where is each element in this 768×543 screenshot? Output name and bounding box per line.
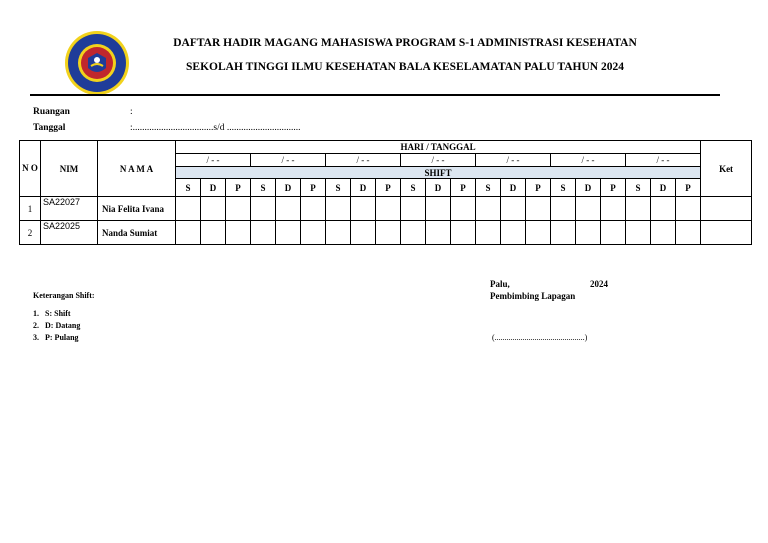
date-cell: / - - <box>476 154 551 167</box>
shift-code: D <box>351 179 376 197</box>
document-title-line2: SEKOLAH TINGGI ILMU KESEHATAN BALA KESELAMATAN PALU TAHUN 2024 <box>186 61 624 73</box>
note-number: 3. <box>33 333 39 342</box>
attendance-cell[interactable] <box>476 197 501 221</box>
signature-role: Pembimbing Lapagan <box>490 291 576 301</box>
attendance-cell[interactable] <box>551 221 576 245</box>
attendance-cell[interactable] <box>426 197 451 221</box>
shift-code: D <box>276 179 301 197</box>
attendance-cell[interactable] <box>626 197 651 221</box>
document-title-line1: DAFTAR HADIR MAGANG MAHASISWA PROGRAM S-1 ADMINISTRASI KESEHATAN <box>173 37 637 49</box>
attendance-cell[interactable] <box>651 221 676 245</box>
shift-code: P <box>376 179 401 197</box>
shift-code: D <box>426 179 451 197</box>
shift-code: P <box>676 179 701 197</box>
attendance-cell[interactable] <box>276 197 301 221</box>
shift-code: D <box>201 179 226 197</box>
attendance-cell[interactable] <box>251 197 276 221</box>
attendance-cell[interactable] <box>176 221 201 245</box>
date-cell: / - - <box>326 154 401 167</box>
attendance-cell[interactable] <box>651 197 676 221</box>
ruangan-label: Ruangan <box>33 107 70 117</box>
col-ket-header: Ket <box>701 141 752 197</box>
tanggal-value: :..................................s/d ............................... <box>130 123 301 133</box>
attendance-cell[interactable] <box>476 221 501 245</box>
col-no-header: N O <box>20 141 41 197</box>
attendance-cell[interactable] <box>676 221 701 245</box>
table-row <box>20 221 752 245</box>
shift-code: D <box>651 179 676 197</box>
attendance-cell[interactable] <box>226 197 251 221</box>
attendance-cell[interactable] <box>176 197 201 221</box>
attendance-cell[interactable] <box>376 197 401 221</box>
signature-place: Palu, <box>490 279 510 289</box>
attendance-cell[interactable] <box>301 197 326 221</box>
col-nama-header: N A M A <box>98 141 176 197</box>
attendance-cell[interactable] <box>676 197 701 221</box>
shift-code: P <box>226 179 251 197</box>
hari-tanggal-header: HARI / TANGGAL <box>176 141 701 154</box>
shift-code: S <box>551 179 576 197</box>
attendance-cell[interactable] <box>551 197 576 221</box>
shift-code: P <box>526 179 551 197</box>
note-text: D: Datang <box>45 321 81 330</box>
list-item <box>33 308 80 320</box>
date-cell: / - - <box>176 154 251 167</box>
table-row <box>20 197 752 221</box>
school-logo <box>64 30 130 96</box>
shift-code: S <box>476 179 501 197</box>
list-item <box>33 332 80 344</box>
shift-code: S <box>251 179 276 197</box>
row-nim: SA22025 <box>41 221 98 245</box>
attendance-cell[interactable] <box>601 221 626 245</box>
note-number: 1. <box>33 309 39 318</box>
note-text: S: Shift <box>45 309 71 318</box>
attendance-cell[interactable] <box>451 221 476 245</box>
shift-code: S <box>176 179 201 197</box>
attendance-cell[interactable] <box>451 197 476 221</box>
list-item <box>33 320 80 332</box>
attendance-cell[interactable] <box>326 221 351 245</box>
attendance-cell[interactable] <box>501 197 526 221</box>
row-nim: SA22027 <box>41 197 98 221</box>
attendance-table <box>19 140 752 245</box>
attendance-cell[interactable] <box>351 197 376 221</box>
row-no: 1 <box>20 197 41 221</box>
attendance-cell[interactable] <box>201 197 226 221</box>
attendance-cell[interactable] <box>301 221 326 245</box>
attendance-cell[interactable] <box>601 197 626 221</box>
date-cell: / - - <box>251 154 326 167</box>
shift-code: P <box>601 179 626 197</box>
ket-cell[interactable] <box>701 221 752 245</box>
date-cell: / - - <box>401 154 476 167</box>
ket-cell[interactable] <box>701 197 752 221</box>
date-cell: / - - <box>626 154 701 167</box>
attendance-cell[interactable] <box>251 221 276 245</box>
note-number: 2. <box>33 321 39 330</box>
signature-blank: (.............................................) <box>492 333 588 342</box>
shift-header: SHIFT <box>176 167 701 179</box>
attendance-cell[interactable] <box>576 221 601 245</box>
attendance-cell[interactable] <box>226 221 251 245</box>
row-nama: Nia Felita Ivana <box>98 197 176 221</box>
shift-code: D <box>576 179 601 197</box>
attendance-cell[interactable] <box>526 197 551 221</box>
attendance-cell[interactable] <box>526 221 551 245</box>
shift-code: S <box>401 179 426 197</box>
shift-code: S <box>326 179 351 197</box>
attendance-cell[interactable] <box>276 221 301 245</box>
signature-year: 2024 <box>590 279 608 289</box>
shift-code: P <box>451 179 476 197</box>
attendance-cell[interactable] <box>626 221 651 245</box>
header-divider <box>30 94 720 96</box>
date-cell: / - - <box>551 154 626 167</box>
attendance-cell[interactable] <box>401 221 426 245</box>
attendance-cell[interactable] <box>376 221 401 245</box>
row-no: 2 <box>20 221 41 245</box>
note-text: P: Pulang <box>45 333 79 342</box>
attendance-cell[interactable] <box>351 221 376 245</box>
attendance-cell[interactable] <box>201 221 226 245</box>
col-nim-header: NIM <box>41 141 98 197</box>
shift-code: S <box>626 179 651 197</box>
ruangan-value: : <box>130 107 133 117</box>
notes-title: Keterangan Shift: <box>33 291 95 300</box>
attendance-cell[interactable] <box>326 197 351 221</box>
tanggal-label: Tanggal <box>33 123 66 133</box>
notes-list <box>33 308 80 344</box>
attendance-cell[interactable] <box>501 221 526 245</box>
row-nama: Nanda Sumiat <box>98 221 176 245</box>
shift-code: P <box>301 179 326 197</box>
attendance-cell[interactable] <box>426 221 451 245</box>
shift-code: D <box>501 179 526 197</box>
attendance-cell[interactable] <box>576 197 601 221</box>
attendance-cell[interactable] <box>401 197 426 221</box>
